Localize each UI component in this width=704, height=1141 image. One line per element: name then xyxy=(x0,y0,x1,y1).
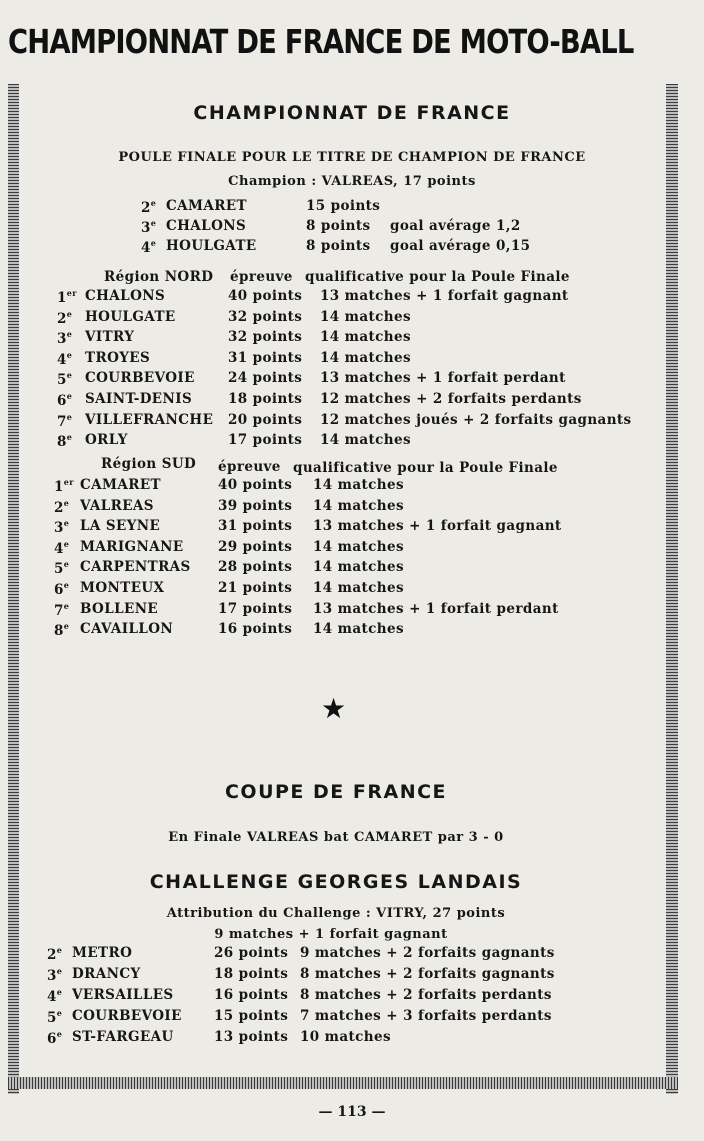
rank-label: 6e xyxy=(57,391,73,409)
points-value: 16 points xyxy=(214,987,289,1003)
match-note: 13 matches + 1 forfait perdant xyxy=(313,600,559,617)
match-note: 14 matches xyxy=(320,329,411,346)
rank-label: 3e xyxy=(141,218,157,236)
rank-label: 1er xyxy=(57,288,77,306)
rank-label: 4e xyxy=(47,987,63,1005)
team-name: HOULGATE xyxy=(166,238,257,254)
team-name: TROYES xyxy=(85,349,151,366)
match-note: 12 matches + 2 forfaits perdants xyxy=(320,391,582,407)
team-name: LA SEYNE xyxy=(80,518,161,535)
match-note: 12 matches joués + 2 forfaits gagnants xyxy=(320,411,632,428)
team-name: VERSAILLES xyxy=(72,987,174,1003)
rank-label: 6e xyxy=(47,1029,63,1047)
rank-label: 8e xyxy=(57,432,73,451)
rank-label: 1er xyxy=(54,477,74,495)
team-name: BOLLENE xyxy=(80,600,159,617)
coupe-title: COUPE DE FRANCE xyxy=(224,781,448,803)
match-note: 14 matches xyxy=(313,497,404,514)
points-value: 29 points xyxy=(218,538,293,555)
team-name: ORLY xyxy=(85,432,128,449)
rank-label: 7e xyxy=(57,411,73,430)
challenge-attribution-detail: 9 matches + 1 forfait gagnant xyxy=(214,927,448,942)
nord-heading-epreuve: épreuve xyxy=(230,269,293,285)
rank-label: 4e xyxy=(57,349,73,368)
sud-heading-region: Région SUD xyxy=(101,456,197,472)
match-note: 14 matches xyxy=(313,580,404,596)
main-title: CHAMPIONNAT DE FRANCE DE MOTO-BALL xyxy=(8,22,634,61)
champion-line: Champion : VALREAS, 17 points xyxy=(228,174,476,189)
frame-bottom-border xyxy=(8,1077,678,1089)
team-name: CHALONS xyxy=(166,218,247,234)
sud-heading-epreuve: épreuve xyxy=(218,459,281,475)
match-note: 13 matches + 1 forfait gagnant xyxy=(320,288,569,304)
match-note: 14 matches xyxy=(313,477,404,493)
points-value: 31 points xyxy=(218,518,293,535)
team-name: DRANCY xyxy=(72,966,141,982)
team-name: COURBEVOIE xyxy=(72,1008,182,1024)
rank-label: 7e xyxy=(54,600,70,619)
match-note: 14 matches xyxy=(313,621,404,638)
points-value: 40 points xyxy=(228,288,303,304)
points-value: 17 points xyxy=(218,600,293,617)
points-value: 15 points xyxy=(214,1008,289,1024)
points-value: 40 points xyxy=(218,477,293,493)
match-note: 9 matches + 2 forfaits gagnants xyxy=(300,945,555,961)
rank-label: 4e xyxy=(54,538,70,557)
points-value: 15 points xyxy=(306,198,381,214)
nord-heading-qualif: qualificative pour la Poule Finale xyxy=(305,269,570,285)
rank-label: 4e xyxy=(141,238,157,256)
team-name: COURBEVOIE xyxy=(85,370,195,387)
team-name: CAVAILLON xyxy=(80,621,174,638)
rank-label: 8e xyxy=(54,621,70,640)
team-name: MONTEUX xyxy=(80,580,165,596)
team-name: HOULGATE xyxy=(85,308,176,325)
points-value: 32 points xyxy=(228,329,303,346)
points-value: 18 points xyxy=(228,391,303,407)
match-note: goal avérage 0,15 xyxy=(390,238,531,254)
sud-heading-qualif: qualificative pour la Poule Finale xyxy=(293,460,558,476)
points-value: 39 points xyxy=(218,497,293,514)
match-note: 13 matches + 1 forfait perdant xyxy=(320,370,566,387)
match-note: 14 matches xyxy=(320,349,411,366)
team-name: CAMARET xyxy=(80,477,161,493)
challenge-attribution: Attribution du Challenge : VITRY, 27 points xyxy=(166,906,506,921)
points-value: 20 points xyxy=(228,411,303,428)
star-icon: ★ xyxy=(321,692,347,725)
points-value: 24 points xyxy=(228,370,303,387)
team-name: ST-FARGEAU xyxy=(72,1029,174,1045)
match-note: goal avérage 1,2 xyxy=(390,218,521,234)
team-name: SAINT-DENIS xyxy=(85,391,193,407)
points-value: 8 points xyxy=(306,238,371,254)
points-value: 26 points xyxy=(214,945,289,961)
page-number: — 113 — xyxy=(318,1104,386,1120)
team-name: VALREAS xyxy=(80,497,154,514)
match-note: 14 matches xyxy=(320,308,411,325)
rank-label: 2e xyxy=(54,497,70,516)
nord-heading-region: Région NORD xyxy=(104,269,214,285)
match-note: 13 matches + 1 forfait gagnant xyxy=(313,518,562,535)
match-note: 10 matches xyxy=(300,1029,391,1045)
team-name: CHALONS xyxy=(85,288,166,304)
rank-label: 2e xyxy=(141,198,157,216)
points-value: 32 points xyxy=(228,308,303,325)
rank-label: 2e xyxy=(47,945,63,963)
rank-label: 5e xyxy=(47,1008,63,1026)
rank-label: 3e xyxy=(54,518,70,537)
team-name: VILLEFRANCHE xyxy=(85,411,214,428)
poule-finale-heading: POULE FINALE POUR LE TITRE DE CHAMPION DE FRANCE xyxy=(118,150,586,165)
championnat-title: CHAMPIONNAT DE FRANCE xyxy=(193,102,511,124)
frame-left-border xyxy=(8,84,19,1094)
points-value: 21 points xyxy=(218,580,293,596)
rank-label: 3e xyxy=(47,966,63,984)
rank-label: 2e xyxy=(57,308,73,327)
points-value: 17 points xyxy=(228,432,303,449)
match-note: 8 matches + 2 forfaits perdants xyxy=(300,987,552,1003)
team-name: MARIGNANE xyxy=(80,538,184,555)
rank-label: 3e xyxy=(57,329,73,348)
points-value: 16 points xyxy=(218,621,293,638)
points-value: 28 points xyxy=(218,559,293,576)
challenge-title: CHALLENGE GEORGES LANDAIS xyxy=(149,871,523,893)
team-name: CARPENTRAS xyxy=(80,559,191,576)
points-value: 13 points xyxy=(214,1029,289,1045)
match-note: 14 matches xyxy=(313,538,404,555)
rank-label: 5e xyxy=(57,370,73,389)
coupe-result: En Finale VALREAS bat CAMARET par 3 - 0 xyxy=(168,830,504,845)
match-note: 14 matches xyxy=(320,432,411,449)
match-note: 7 matches + 3 forfaits perdants xyxy=(300,1008,552,1024)
rank-label: 5e xyxy=(54,559,70,578)
match-note: 14 matches xyxy=(313,559,404,576)
rank-label: 6e xyxy=(54,580,70,598)
points-value: 18 points xyxy=(214,966,289,982)
team-name: VITRY xyxy=(85,329,135,346)
frame-right-border xyxy=(666,84,678,1094)
points-value: 8 points xyxy=(306,218,371,234)
team-name: METRO xyxy=(72,945,133,961)
points-value: 31 points xyxy=(228,349,303,366)
match-note: 8 matches + 2 forfaits gagnants xyxy=(300,966,555,982)
team-name: CAMARET xyxy=(166,198,247,214)
